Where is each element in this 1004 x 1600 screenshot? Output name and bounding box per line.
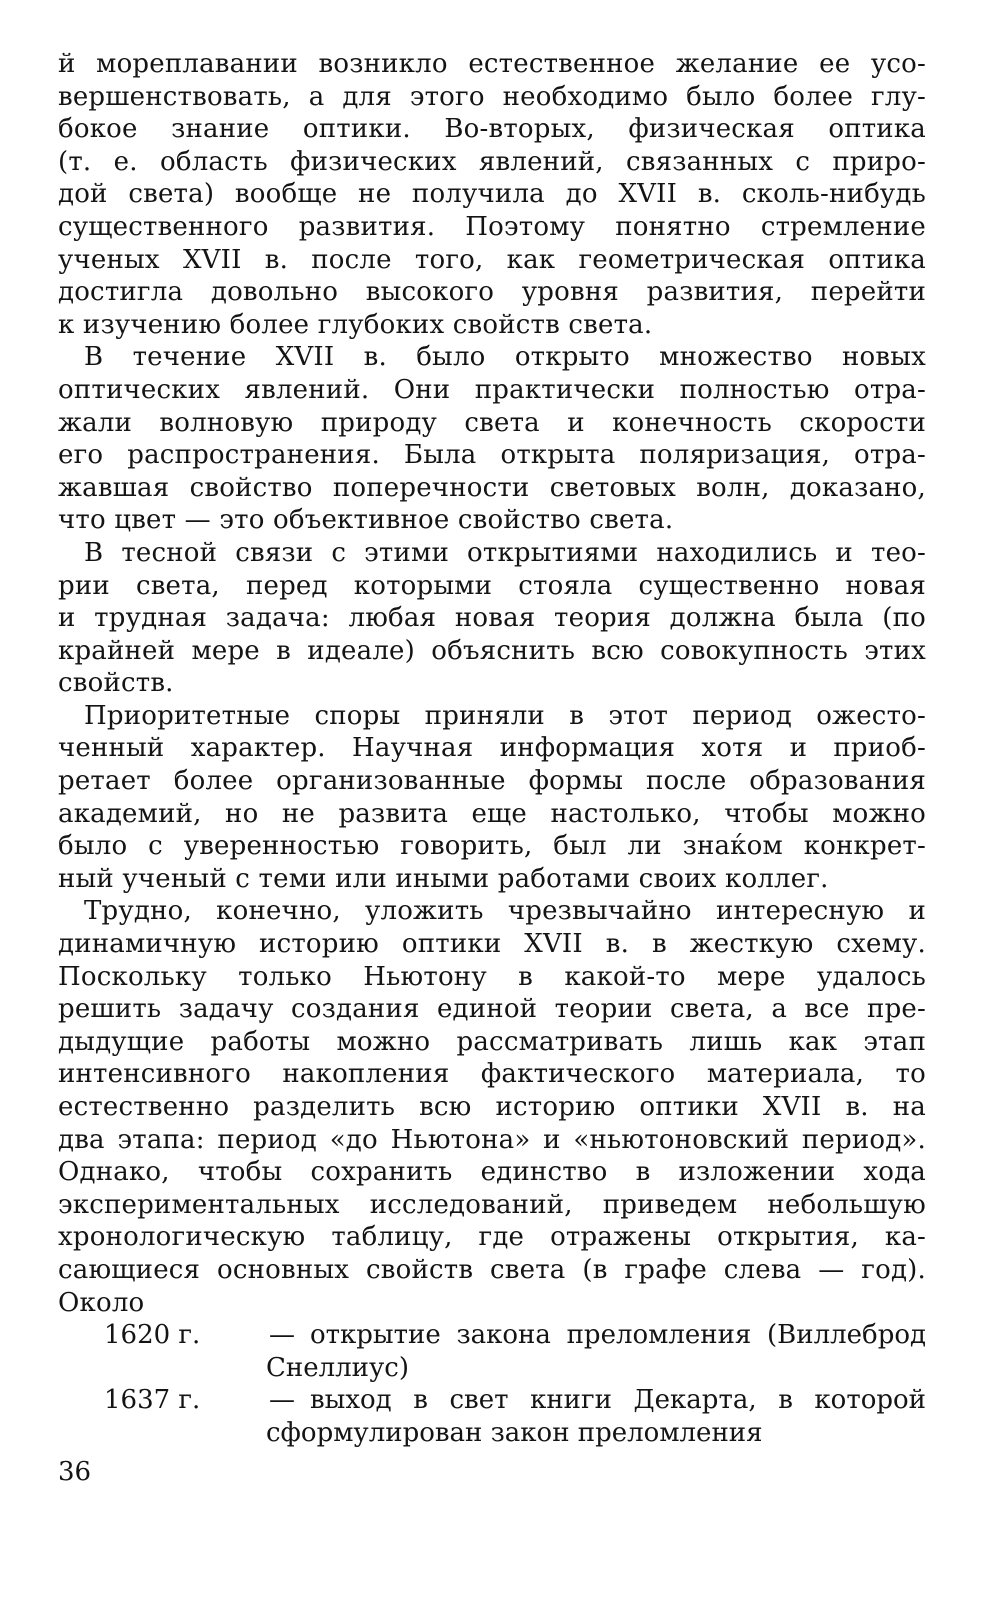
page-number: 36 bbox=[58, 1457, 92, 1487]
text-line: решить задачу создания единой теории света, а все пре- bbox=[58, 994, 926, 1025]
page-body bbox=[58, 48, 926, 1450]
text-line: экспериментальных исследований, приведем небольшую bbox=[58, 1189, 926, 1220]
text-line: естественно разделить всю историю оптики XVII в. на bbox=[58, 1092, 926, 1122]
text-line: было с уверенностью говорить, был ли знаќом конкрет- bbox=[58, 831, 926, 862]
timeline-entry bbox=[58, 1319, 926, 1352]
text-line: ученых XVII в. после того, как геометрическая оптика bbox=[58, 244, 926, 275]
text-line: академий, но не развита еще настолько, чтобы можно bbox=[58, 798, 926, 829]
text-line: ченный характер. Научная информация хотя и приоб- bbox=[58, 733, 926, 764]
text-line: хронологическую таблицу, где отражены открытия, ка- bbox=[58, 1222, 926, 1253]
text-line: к изучению более глубоких свойств света. bbox=[58, 309, 653, 340]
text-line: бокое знание оптики. Во-вторых, физическая оптика bbox=[58, 114, 926, 145]
text-line: существенного развития. Поэтому понятно стремление bbox=[58, 211, 926, 242]
text-line: Однако, чтобы сохранить единство в изложении хода bbox=[58, 1157, 926, 1188]
paragraph-first-line: В тесной связи с этими открытиями находились и тео- bbox=[84, 537, 926, 568]
text-line: жавшая свойство поперечности световых волн, доказано, bbox=[58, 472, 926, 503]
text-line: вершенствовать, а для этого необходимо было более глу- bbox=[58, 81, 926, 112]
paragraph-first-line: Приоритетные споры приняли в этот период ожесто- bbox=[84, 700, 926, 731]
text-line: дыдущие работы можно рассматривать лишь как этап bbox=[58, 1026, 926, 1057]
text-line: ретает более организованные формы после образования bbox=[58, 766, 926, 797]
text-line: сающиеся основных свойств света (в графе слева — год). bbox=[58, 1254, 926, 1285]
text-line: жали волновую природу света и конечность скорости bbox=[58, 407, 926, 438]
timeline-entry bbox=[58, 1384, 926, 1417]
timeline-year: 1637 г. bbox=[104, 1385, 201, 1416]
timeline-dash: — bbox=[269, 1385, 295, 1416]
text-line: ный ученый с теми или иными работами своих коллег. bbox=[58, 863, 829, 894]
text-line: крайней мере в идеале) объяснить всю совокупность этих bbox=[58, 635, 926, 666]
text-line: два этапа: период «до Ньютона» и «ньютоновский период». bbox=[58, 1124, 926, 1155]
text-line: (т. е. область физических явлений, связанных с приро- bbox=[58, 146, 926, 177]
paragraph-first-line: В течение XVII в. было открыто множество новых bbox=[84, 342, 926, 373]
timeline-year: 1620 г. bbox=[104, 1320, 201, 1351]
text-line: и трудная задача: любая новая теория должна была (по bbox=[58, 603, 926, 634]
text-line: свойств. bbox=[58, 668, 174, 699]
paragraph-first-line: Трудно, конечно, уложить чрезвычайно интересную и bbox=[84, 896, 926, 927]
text-line: дой света) вообще не получила до XVII в. сколь-нибудь bbox=[58, 179, 926, 210]
text-line: Около bbox=[58, 1287, 145, 1318]
text-line: Поскольку только Ньютону в какой-то мере удалось bbox=[58, 961, 926, 992]
text-line: й мореплавании возникло естественное желание ее усо- bbox=[58, 49, 926, 79]
text-line: оптических явлений. Они практически полностью отра- bbox=[58, 374, 926, 405]
timeline-text-continuation: Снеллиус) bbox=[266, 1352, 409, 1383]
text-line: интенсивного накопления фактического материала, то bbox=[58, 1059, 926, 1090]
timeline-text: выход в свет книги Декарта, в которой bbox=[310, 1385, 926, 1416]
text-line: что цвет — это объективное свойство света. bbox=[58, 505, 674, 536]
text-line: динамичную историю оптики XVII в. в жесткую схему. bbox=[58, 929, 926, 960]
timeline-dash: — bbox=[269, 1320, 295, 1351]
timeline-text-continuation: сформулирован закон преломления bbox=[266, 1417, 763, 1448]
timeline-text: открытие закона преломления (Виллеброд bbox=[310, 1320, 926, 1351]
text-line: рии света, перед которыми стояла существенно новая bbox=[58, 570, 926, 601]
text-line: достигла довольно высокого уровня развития, перейти bbox=[58, 277, 926, 308]
text-line: его распространения. Была открыта поляризация, отра- bbox=[58, 440, 926, 471]
